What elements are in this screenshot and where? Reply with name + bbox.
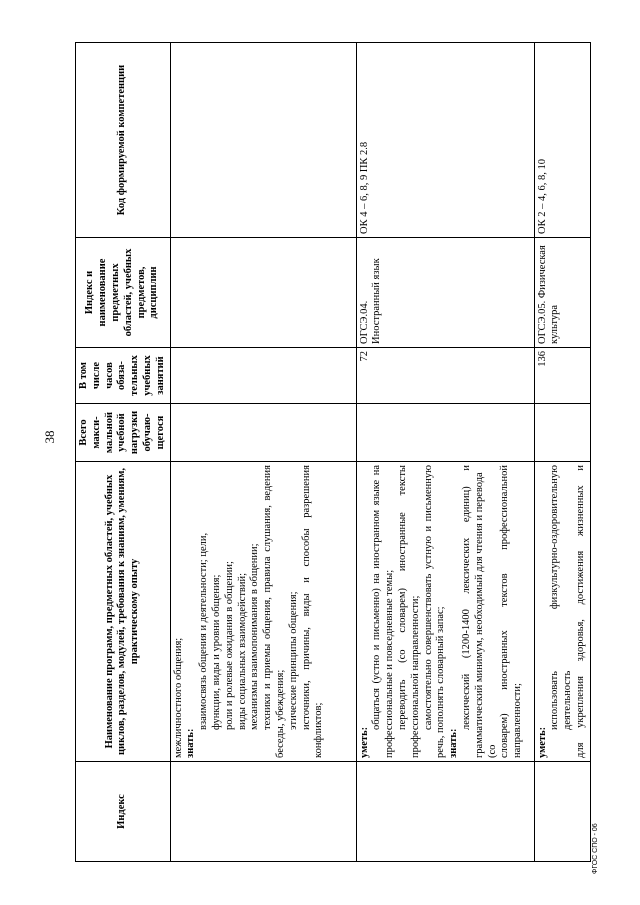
cell-subject [170,238,356,348]
cell-max-load [356,404,534,462]
text-line: взаимосвязь общения и деятельности; цели, [198,532,210,730]
text-line: беседы, убеждения; [274,669,286,758]
cell-competence: ОК 4 – 6, 8, 9 ПК 2.8 [356,43,534,238]
header-subjects: Индекс и наименование предметных областей, учебных предметов, дисциплин [76,238,171,348]
cell-requirements [356,462,534,762]
curriculum-table [75,42,591,862]
text-line: самостоятельно совершенствовать устную и письменную [422,465,434,730]
cell-subject: ОГСЭ.04. Иностранный язык [356,238,534,348]
text-line: лексический (1200-1400 лексических единиц) и [460,465,472,730]
cell-requirements [170,462,356,762]
header-index: Индекс [76,762,171,862]
cell-requirements [534,462,590,762]
text-line: использовать физкультурно-оздоровительную деятельность [549,465,574,730]
text-line: виды социальных взаимодействий; [236,572,248,730]
label-able: уметь: [536,726,548,758]
cell-subject: ОГСЭ.05. Физическая культура [534,238,590,348]
cell-index [534,762,590,862]
cell-obligatory: 72 [356,348,534,404]
cell-index [356,762,534,862]
cell-obligatory: 136 [534,348,590,404]
header-row [76,43,171,862]
label-know: знать: [185,728,197,758]
text-line: функции, виды и уровни общения; [210,574,222,730]
text-line: для укрепления здоровья, достижения жизненных и [574,465,586,758]
cell-max-load [170,404,356,462]
curriculum-table-container [75,42,586,862]
text-line: переводить (со словарем) иностранные тексты [396,465,408,730]
cell-index [170,762,356,862]
text-line: роли и ролевые ожидания в общении; [223,561,235,730]
cell-competence: ОК 2 – 4, 6, 8, 10 [534,43,590,238]
header-obligatory: В том числе часов обяза-тельных учебных занятий [76,348,171,404]
text-line: механизмы взаимопонимания в общении; [249,543,261,730]
label-able: уметь: [358,726,370,758]
text-line: техники и приемы общения, правила слушания, ведения [262,465,274,730]
text-line: профессиональной направленности; [409,595,421,758]
header-name: Наименование программ, предметных областей, учебных циклов, разделов, модулей, требования к знаниям, умениям, практическому опыту [76,462,171,762]
text-line: речь, пополнять словарный запас; [435,606,447,758]
cell-obligatory [170,348,356,404]
text-line: словарем) иностранных текстов профессиональной [499,465,511,758]
table-row [170,43,356,862]
text-line: профессиональные и повседневные темы; [384,569,396,758]
text-line: общаться (устно и письменно) на иностранном языке на [371,465,383,730]
text-line: межличностного общения; [172,637,184,758]
table-row [356,43,534,862]
header-competence: Код формируемой компетенции [76,43,171,238]
label-know: знать: [448,728,460,758]
text-line: источники, причины, виды и способы разрешения [300,465,312,730]
text-line: направленности; [512,683,524,758]
cell-max-load [534,404,590,462]
footer-stamp: ФГОС СПО - 06 [592,823,599,874]
page-number: 38 [42,430,57,444]
cell-competence [170,43,356,238]
header-max-load: Всего макси-мальной учебной нагрузки обучаю-щегося [76,404,171,462]
text-line: грамматический минимум, необходимый для чтения и перевода (со [473,472,498,758]
text-line: этические принципы общения; [287,591,299,730]
text-line: конфликтов; [313,702,325,758]
table-row [534,43,590,862]
